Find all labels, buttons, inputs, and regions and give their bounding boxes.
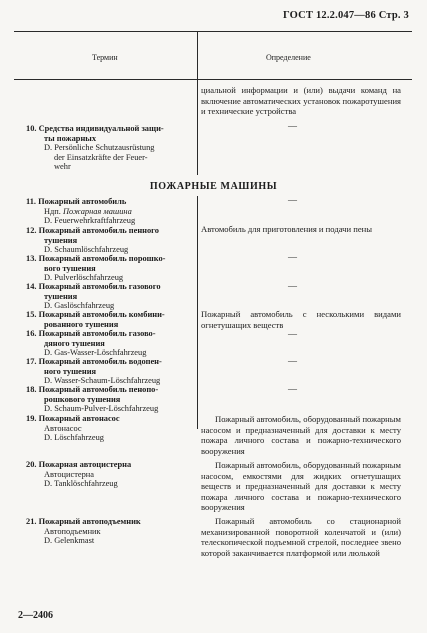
term-entry-18	[26, 385, 158, 414]
term-11-ndp	[26, 207, 135, 217]
definition-dash-14: —	[288, 281, 297, 291]
term-20-de: D. Tanklöschfahrzeug	[44, 479, 118, 489]
term-13-title2: вого тушения	[44, 263, 96, 273]
definition-dash-16: —	[288, 329, 297, 339]
term-19-title: 19. Пожарный автонасос	[26, 414, 120, 423]
term-10-de3: wehr	[54, 162, 71, 172]
definition-dash-10: —	[288, 121, 297, 131]
term-18-title: 18. Пожарный автомобиль пенопо-	[26, 385, 159, 394]
table-top-rule	[14, 31, 412, 32]
definition-dash-13: —	[288, 252, 297, 262]
term-entry-13	[26, 254, 165, 283]
term-13-de: D. Pulverlöschfahrzeug	[44, 273, 124, 283]
term-15-title: 15. Пожарный автомобиль комбини-	[26, 310, 165, 319]
term-column-header: Термин	[92, 53, 118, 62]
term-12-de: D. Schaumlöschfahrzeug	[44, 245, 129, 255]
definition-dash-18: —	[288, 384, 297, 394]
definition-dash-17: —	[288, 356, 297, 366]
definition-12: Автомобиль для приготовления и подачи пены	[201, 224, 373, 234]
term-21-de: D. Gelenkmast	[44, 536, 95, 546]
term-10-de2: der Einsatzkräfte der Feuer-	[54, 152, 148, 162]
definition-15: Пожарный автомобиль с несколькими видами огнетушащих веществ	[201, 309, 401, 330]
term-18-title2: рошкового тушения	[44, 394, 121, 404]
term-entry-11	[26, 197, 135, 226]
term-11-de: D. Feuerwehrkraftfahrzeug	[44, 216, 136, 226]
term-15-title2: рованного тушения	[44, 319, 119, 329]
definition-19: Пожарный автомобиль, оборудованный пожарным насосом и предназначенный для доставки к месту пожара личного состава и пожарно-технического вооружения	[201, 414, 401, 456]
term-14-de: D. Gaslöschfahrzeug	[44, 301, 115, 311]
term-21-ru: Автоподъемник	[44, 526, 101, 536]
term-12-title2: тушения	[44, 235, 78, 245]
term-14-title: 14. Пожарный автомобиль газового	[26, 282, 161, 291]
term-entry-16	[26, 329, 156, 358]
term-19-ru: Автонасос	[44, 423, 82, 433]
term-entry-19	[26, 414, 120, 443]
term-10-line2: ты пожарных	[44, 133, 97, 143]
term-19-de: D. Löschfahrzeug	[44, 433, 104, 443]
ndp-term: Пожарная машина	[62, 206, 132, 216]
term-17-title: 17. Пожарный автомобиль водопен-	[26, 357, 162, 366]
term-16-de: D. Gas-Wasser-Löschfahrzeug	[44, 348, 147, 358]
term-entry-10	[26, 124, 164, 172]
term-16-title: 16. Пожарный автомобиль газово-	[26, 329, 156, 338]
term-entry-20	[26, 460, 131, 489]
term-14-title2: тушения	[44, 291, 78, 301]
term-10-de1: D. Persönliche Schutzausrüstung	[44, 143, 155, 153]
column-divider	[197, 31, 198, 79]
definition-dash-11: —	[288, 195, 297, 205]
term-entry-14	[26, 282, 161, 311]
term-10-line1: 10. Средства индивидуальной защи-	[26, 124, 164, 133]
term-13-title: 13. Пожарный автомобиль порошко-	[26, 254, 166, 263]
table-head-rule	[14, 79, 412, 80]
term-16-title2: дяного тушения	[44, 338, 105, 348]
ndp-label: Ндп.	[44, 206, 61, 216]
term-17-de: D. Wasser-Schaum-Löschfahrzeug	[44, 376, 161, 386]
term-entry-15	[26, 310, 165, 329]
term-17-title2: ного тушения	[44, 366, 97, 376]
term-20-title: 20. Пожарная автоцистерна	[26, 460, 132, 469]
section-title: ПОЖАРНЫЕ МАШИНЫ	[149, 181, 278, 192]
term-18-de: D. Schaum-Pulver-Löschfahrzeug	[44, 404, 159, 414]
definition-20: Пожарный автомобиль, оборудованный пожарным насосом, емкостями для жидких огнетушащих веществ и предназначенный для доставки к месту пожара личного состава и пожарно-технического вооружения	[201, 460, 401, 513]
term-entry-17	[26, 357, 162, 386]
column-divider-upper	[197, 79, 198, 175]
column-divider-lower	[197, 196, 198, 429]
definition-21: Пожарный автомобиль со стационарной механизированной поворотной коленчатой и (или) телескопической подъемной стрелой, последнее звено которой заканчивается платформой или люлькой	[201, 516, 401, 558]
term-21-title: 21. Пожарный автоподъемник	[26, 517, 141, 526]
running-header: ГОСТ 12.2.047—86 Стр. 3	[283, 10, 409, 21]
term-entry-21	[26, 517, 141, 546]
definition-continued: циальной информации и (или) выдачи команд на включение автоматических установок пожаротушения и технические устройства	[201, 85, 401, 117]
definition-column-header: Определение	[266, 53, 311, 62]
term-11-title: 11. Пожарный автомобиль	[26, 197, 127, 206]
term-20-ru: Автоцистерна	[44, 469, 94, 479]
term-12-title: 12. Пожарный автомобиль пенного	[26, 226, 159, 235]
page-footer-code: 2—2406	[18, 610, 53, 621]
term-entry-12	[26, 226, 159, 255]
